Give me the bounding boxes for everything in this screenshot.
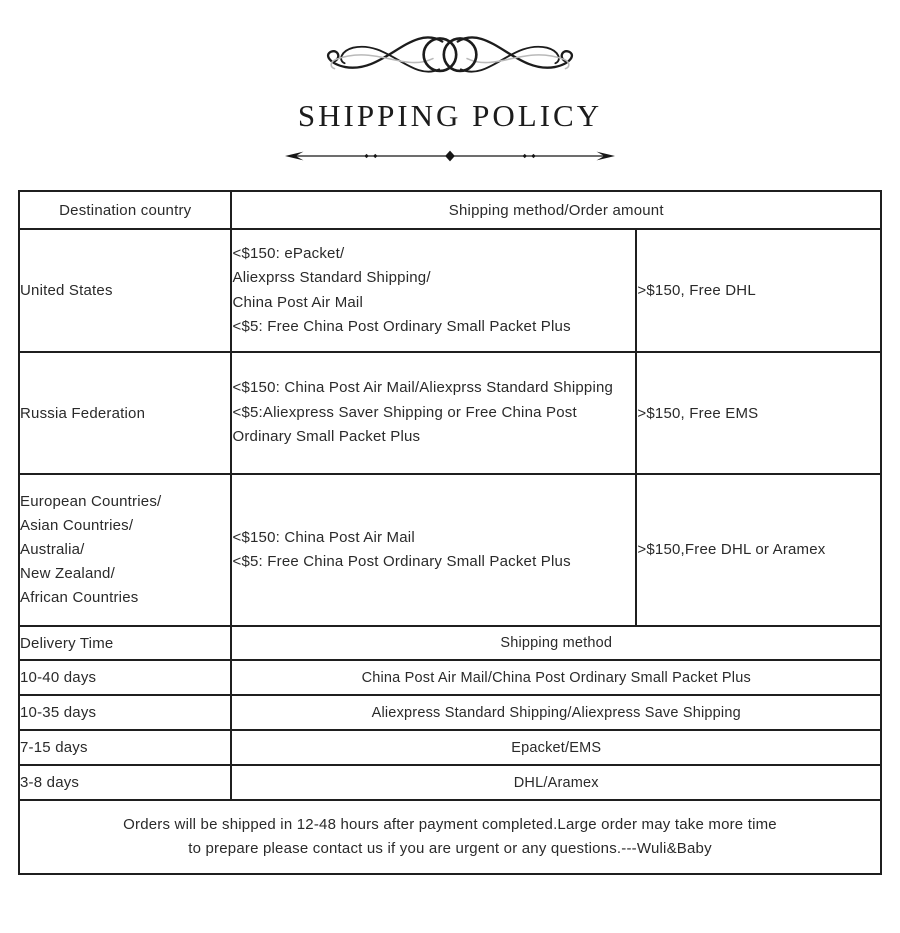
delivery-row-10-35 [19,695,881,730]
header-section [0,26,900,164]
delivery-row-10-40 [19,660,881,695]
flourish-ornament [0,26,900,88]
table-row-russia-federation [19,352,881,474]
footer-note-line-1: Orders will be shipped in 12-48 hours after payment completed.Large order may take more time [123,816,777,833]
delivery-header-row [19,626,881,660]
cell-destination: United States [19,229,231,352]
cell-shipping-methods: <$150: China Post Air Mail <$5: Free China Post Ordinary Small Packet Plus [231,474,636,626]
cell-destination: Russia Federation [19,352,231,474]
cell-free-shipping: >$150,Free DHL or Aramex [636,474,881,626]
header-shipping-method-order-amount: Shipping method/Order amount [231,191,881,229]
cell-delivery-time: 10-40 days [19,660,231,695]
delivery-row-3-8 [19,765,881,800]
cell-destination: European Countries/ Asian Countries/ Australia/ New Zealand/ African Countries [19,474,231,626]
cell-delivery-time: 7-15 days [19,730,231,765]
cell-delivery-time: 10-35 days [19,695,231,730]
table-header-row [19,191,881,229]
cell-delivery-method: Aliexpress Standard Shipping/Aliexpress Save Shipping [231,695,881,730]
shipping-policy-table [18,190,882,875]
footer-note-row [19,800,881,874]
cell-free-shipping: >$150, Free EMS [636,352,881,474]
cell-free-shipping: >$150, Free DHL [636,229,881,352]
divider-rule [0,148,900,164]
page-title: SHIPPING POLICY [297,98,603,133]
cell-delivery-method: Epacket/EMS [231,730,881,765]
footer-note-line-2: to prepare please contact us if you are urgent or any questions.---Wuli&Baby [188,840,712,857]
flourish-icon [285,26,615,88]
header-destination-country: Destination country [19,191,231,229]
cell-shipping-methods: <$150: China Post Air Mail/Aliexprss Standard Shipping <$5:Aliexpress Saver Shipping or Free China Post Ordinary Small Packet Plus [231,352,636,474]
cell-delivery-method: DHL/Aramex [231,765,881,800]
table-row-united-states [19,229,881,352]
divider-icon [285,148,615,164]
footer-note [19,800,881,874]
header-delivery-time: Delivery Time [19,626,231,660]
header-shipping-method: Shipping method [231,626,881,660]
cell-delivery-time: 3-8 days [19,765,231,800]
cell-shipping-methods: <$150: ePacket/ Aliexprss Standard Shipping/ China Post Air Mail <$5: Free China Post Ordinary Small Packet Plus [231,229,636,352]
table-row-european-countries [19,474,881,626]
delivery-row-7-15 [19,730,881,765]
cell-delivery-method: China Post Air Mail/China Post Ordinary Small Packet Plus [231,660,881,695]
